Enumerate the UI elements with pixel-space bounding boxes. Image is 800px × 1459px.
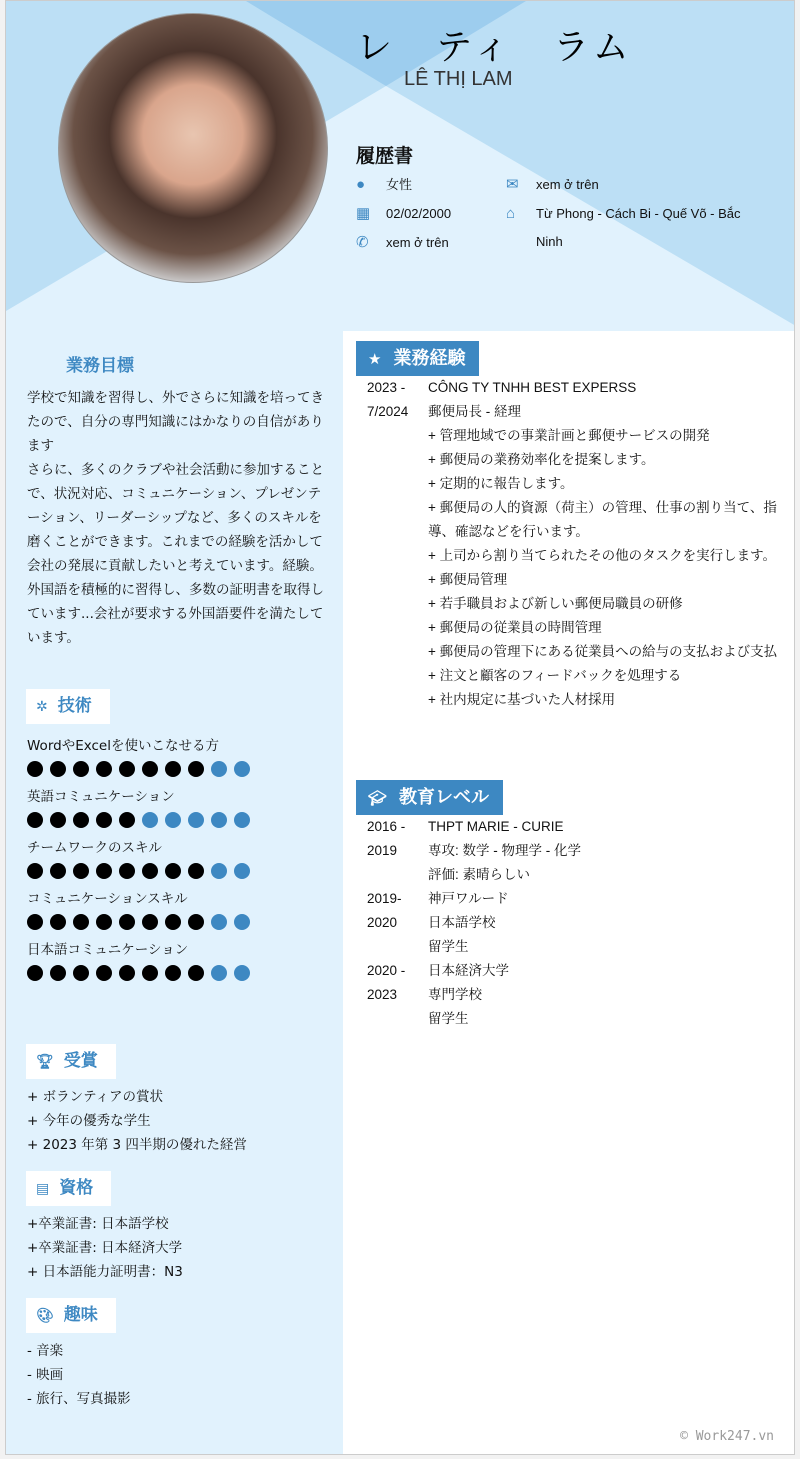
experience-line: CÔNG TY TNHH BEST EXPERSS	[428, 380, 637, 395]
skill-name: 日本語コミュニケーション	[27, 942, 189, 958]
education-line: 評価: 素晴らしい	[428, 867, 531, 882]
trophy-icon: 🏆︎	[36, 1054, 54, 1070]
name-vietnamese: LÊ THỊ LAM	[404, 68, 513, 90]
experience-entry: 2023 - 7/2024 CÔNG TY TNHH BEST EXPERSS 郵便局長 - 経理 + 管理地域での事業計画と郵便サービスの開発 + 郵便局の業務効率化を提案します。 + 定期的に報告します。 + 郵便局の人的資源（荷主）の管理、仕事の割り当て、指導、確認などを行います。 + 上司から割り当てられたその他のタスクを実行します。 + 郵便局管理 + 若手職員および新しい郵便局職員の研修 + 郵便局の従業員の時間管理 + 郵便局の管理下にある従業員への給与の支払および支払 + 注文と顧客のフィードバックを処理する + 社内規定に基づいた人材採用	[367, 376, 787, 712]
rating-dot-filled	[119, 914, 135, 930]
rating-dot-empty	[211, 812, 227, 828]
rating-dot-empty	[234, 863, 250, 879]
awards-heading: 🏆︎ 受賞	[26, 1044, 116, 1079]
rating-dot-filled	[50, 761, 66, 777]
education-years: 2016 -	[367, 819, 406, 834]
rating-dot-filled	[27, 863, 43, 879]
graduation-cap-icon: 🎓︎	[368, 789, 388, 807]
education-line: 日本経済大学	[428, 963, 509, 978]
star-icon: ★	[368, 350, 382, 368]
rating-dot-empty	[234, 965, 250, 981]
rating-dot-filled	[96, 761, 112, 777]
hobbies-list: - 音楽 - 映画 - 旅行、写真撮影	[27, 1343, 131, 1407]
address-info: ⌂ Từ Phong - Cách Bi - Quế Võ - Bắc Ninh	[506, 200, 746, 256]
rating-dot-filled	[165, 914, 181, 930]
phone-info: ✆ xem ở trên	[356, 229, 449, 257]
gender-info: ● 女性	[356, 171, 412, 199]
rating-dot-filled	[142, 761, 158, 777]
rating-dot-filled	[73, 863, 89, 879]
experience-heading: ★ 業務経験	[356, 341, 479, 376]
calendar-icon: ▦	[356, 205, 371, 222]
education-list	[367, 815, 787, 1031]
skill-name: チームワークのスキル	[27, 840, 162, 856]
rating-dot-empty	[234, 761, 250, 777]
rating-dot-empty	[188, 812, 204, 828]
rating-dot-filled	[96, 914, 112, 930]
experience-line: + 若手職員および新しい郵便局職員の研修	[428, 596, 683, 611]
experience-line: + 郵便局管理	[428, 572, 508, 587]
education-entry	[367, 959, 787, 1031]
experience-line: 郵便局長 - 経理	[428, 404, 521, 419]
rating-dot-filled	[50, 812, 66, 828]
email-info: ✉ xem ở trên	[506, 171, 599, 199]
skill-name: 英語コミュニケーション	[27, 789, 175, 805]
rating-dot-empty	[142, 812, 158, 828]
rating-dot-filled	[27, 914, 43, 930]
rating-dot-empty	[211, 863, 227, 879]
skill-rating	[27, 863, 332, 879]
rating-dot-filled	[96, 812, 112, 828]
rating-dot-filled	[165, 965, 181, 981]
hobbies-heading: 🎨︎ 趣味	[26, 1298, 116, 1333]
rating-dot-filled	[119, 761, 135, 777]
experience-line: + 注文と顧客のフィードバックを処理する	[428, 668, 682, 683]
education-line: 留学生	[428, 1011, 469, 1026]
education-line: 日本語学校	[428, 915, 496, 930]
rating-dot-empty	[211, 761, 227, 777]
rating-dot-filled	[165, 761, 181, 777]
experience-line: + 定期的に報告します。	[428, 476, 574, 491]
rating-dot-filled	[96, 863, 112, 879]
rating-dot-filled	[142, 965, 158, 981]
rating-dot-filled	[119, 965, 135, 981]
skill-rating	[27, 812, 332, 828]
rating-dot-filled	[50, 863, 66, 879]
skill-rating	[27, 914, 332, 930]
experience-line: + 郵便局の人的資源（荷主）の管理、仕事の割り当て、指導、確認などを行います。	[428, 500, 777, 539]
rating-dot-filled	[73, 812, 89, 828]
education-line: 専門学校	[428, 987, 482, 1002]
experience-line: + 郵便局の従業員の時間管理	[428, 620, 602, 635]
certificates-list: +卒業証書: 日本語学校 +卒業証書: 日本経済大学 + 日本語能力証明書：N3	[27, 1216, 183, 1280]
rating-dot-filled	[96, 965, 112, 981]
rating-dot-filled	[27, 965, 43, 981]
cv-page	[5, 0, 795, 1455]
rating-dot-filled	[119, 812, 135, 828]
skills-list	[27, 736, 332, 991]
skill-rating	[27, 965, 332, 981]
rating-dot-filled	[50, 965, 66, 981]
rating-dot-filled	[73, 761, 89, 777]
name-japanese: レ ティ ラム	[356, 27, 633, 68]
education-line: 留学生	[428, 939, 469, 954]
skill-rating	[27, 761, 332, 777]
envelope-icon: ✉	[506, 176, 519, 193]
rating-dot-empty	[211, 914, 227, 930]
cv-title: 履歴書	[356, 145, 414, 167]
certificates-heading: ▤ 資格	[26, 1171, 111, 1206]
experience-line: + 社内規定に基づいた人材採用	[428, 692, 616, 707]
skill-name: WordやExcelを使いこなせる方	[27, 738, 219, 754]
experience-line: + 郵便局の業務効率化を提案します。	[428, 452, 655, 467]
experience-line: + 郵便局の管理下にある従業員への給与の支払および支払	[428, 644, 778, 659]
education-entry	[367, 815, 787, 887]
watermark: © Work247.vn	[680, 1429, 774, 1444]
education-heading: 🎓︎ 教育レベル	[356, 780, 503, 815]
experience-line: + 管理地域での事業計画と郵便サービスの開発	[428, 428, 710, 443]
profile-photo	[58, 13, 328, 283]
education-line: 神戸ワルード	[428, 891, 509, 906]
education-years: 2020 -	[367, 963, 406, 978]
rating-dot-empty	[165, 812, 181, 828]
rating-dot-filled	[27, 812, 43, 828]
rating-dot-filled	[73, 914, 89, 930]
main-column	[343, 331, 795, 1455]
awards-list: + ボランティアの賞状 + 今年の優秀な学生 + 2023 年第 3 四半期の優れた経営	[27, 1089, 247, 1153]
objective-text: 学校で知識を習得し、外でさらに知識を培ってきたので、自分の専門知識にはかなりの自信があります さらに、多くのクラブや社会活動に参加することで、状況対応、コミュニケーション、プレゼンテーション、リーダーシップなど、多くのスキルを磨くことができます。これまでの経験を活かして会社の発展に貢献したいと考えています。経験。 外国語を積極的に習得し、多数の証明書を取得しています...会社が要求する外国語要件を満たしています。	[27, 390, 324, 646]
home-icon: ⌂	[506, 205, 516, 222]
certificate-icon: ▤	[36, 1181, 50, 1197]
skills-heading: ✲ 技術	[26, 689, 110, 724]
rating-dot-empty	[234, 914, 250, 930]
rating-dot-filled	[188, 965, 204, 981]
rating-dot-filled	[188, 914, 204, 930]
rating-dot-empty	[211, 965, 227, 981]
phone-icon: ✆	[356, 234, 369, 251]
education-years: 2019-	[367, 891, 402, 906]
education-years: 2020	[367, 915, 398, 930]
skills-icon: ✲	[36, 699, 48, 715]
rating-dot-filled	[27, 761, 43, 777]
rating-dot-filled	[188, 761, 204, 777]
palette-icon: 🎨︎	[36, 1308, 54, 1324]
education-line: 専攻: 数学 - 物理学 - 化学	[428, 843, 581, 858]
experience-line: + 上司から割り当てられたその他のタスクを実行します。	[428, 548, 777, 563]
rating-dot-filled	[165, 863, 181, 879]
education-years: 2019	[367, 843, 398, 858]
birthdate-info: ▦ 02/02/2000	[356, 200, 451, 228]
rating-dot-filled	[119, 863, 135, 879]
education-entry	[367, 887, 787, 959]
user-icon: ●	[356, 176, 366, 193]
rating-dot-filled	[142, 914, 158, 930]
rating-dot-empty	[234, 812, 250, 828]
rating-dot-filled	[50, 914, 66, 930]
rating-dot-filled	[73, 965, 89, 981]
education-years: 2023	[367, 987, 398, 1002]
skill-name: コミュニケーションスキル	[27, 891, 188, 907]
education-line: THPT MARIE - CURIE	[428, 819, 564, 834]
rating-dot-filled	[142, 863, 158, 879]
rating-dot-filled	[188, 863, 204, 879]
objective-title: 業務目標	[66, 356, 134, 376]
